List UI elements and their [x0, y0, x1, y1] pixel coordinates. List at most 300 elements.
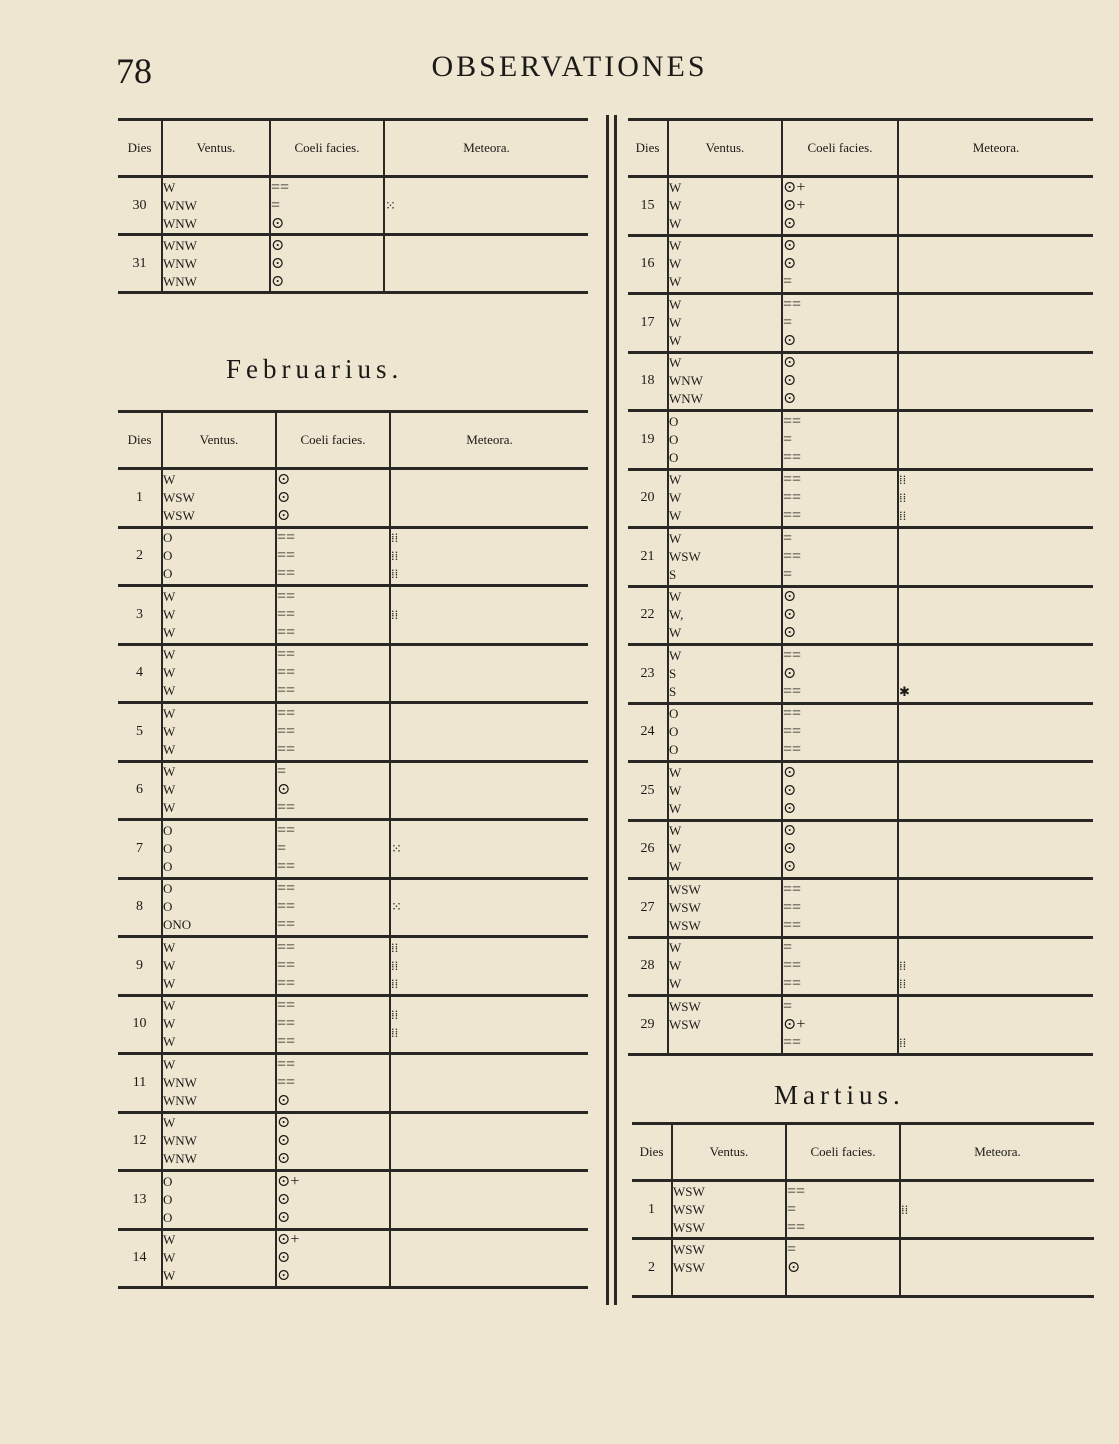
wind-value: W — [163, 665, 176, 681]
wind-value: W — [669, 508, 682, 524]
wind-value: W — [669, 179, 682, 195]
sky-symbol: = — [783, 313, 793, 331]
sky-symbol: = — [787, 1200, 797, 1218]
wind-value: W — [163, 782, 176, 798]
day-cell: 17 — [628, 294, 668, 353]
coeli-cell — [782, 177, 898, 236]
sky-symbol: ⊙ — [277, 1132, 291, 1150]
meteora-symbol: ⁞⁞ — [391, 1007, 399, 1023]
table-row — [628, 879, 1093, 938]
sky-symbol: == — [277, 1015, 296, 1033]
sky-symbol: ⊙+ — [783, 1015, 806, 1033]
meteora-symbol — [899, 1016, 1093, 1034]
table-row — [118, 1054, 588, 1113]
table-row — [118, 1112, 588, 1171]
ventus-cell — [162, 1112, 276, 1171]
ventus-cell — [668, 586, 782, 645]
sky-symbol: = — [783, 565, 793, 583]
day-cell: 2 — [118, 527, 162, 586]
meteora-symbol: ⁞⁞ — [899, 976, 907, 992]
ventus-cell — [668, 645, 782, 704]
coeli-cell — [786, 1239, 900, 1297]
table-row — [628, 235, 1093, 294]
wind-value: O — [669, 706, 679, 722]
header-dies: Dies — [628, 120, 668, 177]
header-ventus: Ventus. — [162, 120, 270, 177]
sky-symbol: = — [277, 763, 287, 781]
meteora-cell — [898, 820, 1093, 879]
wind-value: W — [163, 647, 176, 663]
wind-value: W — [669, 238, 682, 254]
wind-value: W — [163, 939, 176, 955]
header-ventus: Ventus. — [668, 120, 782, 177]
day-cell: 10 — [118, 995, 162, 1054]
table-row — [628, 294, 1093, 353]
ventus-cell — [668, 469, 782, 528]
day-cell: 5 — [118, 703, 162, 762]
ventus-cell — [162, 1229, 276, 1288]
header-meteora: Meteora. — [390, 412, 588, 469]
meteora-cell — [898, 996, 1093, 1055]
meteora-symbol — [899, 998, 1093, 1016]
header-dies: Dies — [118, 120, 162, 177]
sky-symbol: == — [783, 723, 802, 741]
wind-value: W — [669, 841, 682, 857]
meteora-symbol: ⁞⁞ — [899, 472, 907, 488]
table-row — [118, 761, 588, 820]
coeli-cell — [276, 703, 390, 762]
wind-value: WSW — [669, 881, 701, 897]
wind-value: O — [669, 413, 679, 429]
table-februarius-right — [628, 118, 1093, 1056]
wind-value: O — [163, 858, 173, 874]
table-martius — [632, 1122, 1094, 1298]
wind-value: O — [163, 1173, 173, 1189]
sky-symbol: == — [277, 956, 296, 974]
meteora-cell — [898, 352, 1093, 411]
meteora-symbol: ⁙ — [385, 197, 396, 213]
sky-symbol: ⊙ — [783, 781, 797, 799]
table-row — [118, 703, 588, 762]
sky-symbol: ⊙ — [277, 1091, 291, 1109]
wind-value: WSW — [673, 1183, 705, 1199]
wind-value: W — [163, 1034, 176, 1050]
header-dies: Dies — [632, 1124, 672, 1181]
wind-value: W — [163, 723, 176, 739]
ventus-cell — [162, 703, 276, 762]
sky-symbol: ⊙+ — [783, 178, 806, 196]
sky-symbol: = — [783, 939, 793, 957]
wind-value: WNW — [163, 1074, 197, 1090]
ventus-cell — [162, 644, 276, 703]
wind-value: W — [163, 624, 176, 640]
day-cell: 1 — [118, 469, 162, 528]
coeli-cell — [276, 644, 390, 703]
sky-symbol: ⊙ — [783, 390, 797, 408]
meteora-cell — [898, 703, 1093, 762]
meteora-symbol — [899, 939, 1093, 957]
wind-value: W — [163, 1268, 176, 1284]
ventus-cell — [668, 528, 782, 587]
table-row — [118, 177, 588, 235]
wind-value: ONO — [163, 917, 192, 933]
sky-symbol: ⊙ — [277, 1190, 291, 1208]
ventus-cell — [162, 761, 276, 820]
wind-value: O — [163, 840, 173, 856]
table-row — [118, 878, 588, 937]
day-cell: 6 — [118, 761, 162, 820]
wind-value: O — [163, 1209, 173, 1225]
day-cell: 14 — [118, 1229, 162, 1288]
sky-symbol: == — [783, 1033, 802, 1051]
meteora-symbol: ⁞⁞ — [391, 530, 399, 546]
meteora-cell — [898, 586, 1093, 645]
coeli-cell — [276, 761, 390, 820]
sky-symbol: == — [277, 799, 296, 817]
table-row — [118, 469, 588, 528]
coeli-cell — [782, 703, 898, 762]
sky-symbol: ⊙+ — [277, 1172, 300, 1190]
coeli-cell — [782, 996, 898, 1055]
meteora-cell — [390, 761, 588, 820]
wind-value: W — [163, 683, 176, 699]
coeli-cell — [270, 235, 384, 293]
sky-symbol: ⊙ — [277, 1114, 291, 1132]
sky-symbol: ⊙+ — [277, 1231, 300, 1249]
sky-symbol — [787, 1277, 899, 1295]
sky-symbol: == — [783, 412, 802, 430]
wind-value: O — [163, 822, 173, 838]
meteora-cell — [390, 1112, 588, 1171]
header-meteora: Meteora. — [898, 120, 1093, 177]
sky-symbol: ⊙ — [271, 214, 285, 232]
sky-symbol: = — [783, 430, 793, 448]
sky-symbol: == — [277, 646, 296, 664]
day-cell: 31 — [118, 235, 162, 293]
wind-value: WSW — [163, 489, 195, 505]
day-cell: 21 — [628, 528, 668, 587]
wind-value: W — [163, 800, 176, 816]
wind-value: W — [669, 490, 682, 506]
sky-symbol: == — [783, 898, 802, 916]
wind-value: O — [669, 449, 679, 465]
wind-value: W — [163, 179, 176, 195]
meteora-cell — [390, 1229, 588, 1288]
wind-value: W — [163, 998, 176, 1014]
meteora-cell — [898, 645, 1093, 704]
day-cell: 8 — [118, 878, 162, 937]
wind-value: W — [669, 256, 682, 272]
sky-symbol: ⊙ — [783, 799, 797, 817]
sky-symbol: ⊙ — [277, 488, 291, 506]
sky-symbol: == — [783, 489, 802, 507]
wind-value: S — [669, 683, 677, 699]
sky-symbol: == — [277, 997, 296, 1015]
coeli-cell — [276, 937, 390, 996]
coeli-cell — [782, 469, 898, 528]
wind-value: W — [669, 530, 682, 546]
coeli-cell — [782, 352, 898, 411]
table-row — [628, 645, 1093, 704]
wind-value: W, — [669, 607, 684, 623]
wind-value: W — [163, 588, 176, 604]
sky-symbol: == — [783, 471, 802, 489]
meteora-symbol: ⁞⁞ — [899, 490, 907, 506]
wind-value: W — [163, 975, 176, 991]
ventus-cell — [162, 469, 276, 528]
coeli-cell — [276, 527, 390, 586]
coeli-cell — [276, 1171, 390, 1230]
sky-symbol: ⊙ — [783, 331, 797, 349]
day-cell: 9 — [118, 937, 162, 996]
sky-symbol: == — [783, 547, 802, 565]
wind-value — [669, 1034, 781, 1052]
sky-symbol: == — [783, 741, 802, 759]
sky-symbol: == — [277, 916, 296, 934]
table-februarius-left — [118, 410, 588, 1289]
ventus-cell — [162, 995, 276, 1054]
sky-symbol: ⊙ — [783, 372, 797, 390]
sky-symbol: = — [271, 196, 281, 214]
sky-symbol: == — [787, 1218, 806, 1236]
sky-symbol: ⊙ — [783, 214, 797, 232]
wind-value: S — [669, 566, 677, 582]
wind-value: O — [163, 881, 173, 897]
table-row — [628, 177, 1093, 236]
wind-value: WNW — [163, 215, 197, 231]
wind-value: W — [669, 940, 682, 956]
sky-symbol: == — [277, 974, 296, 992]
wind-value: W — [669, 589, 682, 605]
wind-value: W — [669, 472, 682, 488]
coeli-cell — [782, 820, 898, 879]
sky-symbol: == — [787, 1182, 806, 1200]
day-cell: 22 — [628, 586, 668, 645]
wind-value: W — [669, 976, 682, 992]
wind-value: WSW — [673, 1241, 705, 1257]
sky-symbol: == — [277, 740, 296, 758]
wind-value: WNW — [669, 391, 703, 407]
day-cell: 2 — [632, 1239, 672, 1297]
meteora-symbol: ⁞⁞ — [391, 606, 399, 622]
day-cell: 18 — [628, 352, 668, 411]
header-meteora: Meteora. — [900, 1124, 1094, 1181]
sky-symbol: ⊙ — [783, 624, 797, 642]
header-dies: Dies — [118, 412, 162, 469]
table-row — [118, 1229, 588, 1288]
meteora-cell — [898, 528, 1093, 587]
wind-value: W — [163, 471, 176, 487]
wind-value: O — [669, 724, 679, 740]
sky-symbol: ⊙ — [783, 664, 797, 682]
sky-symbol: ⊙ — [783, 606, 797, 624]
wind-value: WNW — [163, 1092, 197, 1108]
meteora-symbol: ⁙ — [391, 840, 402, 856]
sky-symbol: = — [277, 839, 287, 857]
sky-symbol: ⊙ — [271, 254, 285, 272]
sky-symbol: == — [783, 682, 802, 700]
wind-value: O — [163, 1191, 173, 1207]
sky-symbol: ⊙ — [783, 237, 797, 255]
sky-symbol: == — [277, 722, 296, 740]
coeli-cell — [786, 1181, 900, 1239]
day-cell: 19 — [628, 411, 668, 470]
meteora-symbol: ⁞⁞ — [391, 957, 399, 973]
day-cell: 13 — [118, 1171, 162, 1230]
meteora-cell — [390, 820, 588, 879]
ventus-cell — [672, 1181, 786, 1239]
wind-value: O — [163, 548, 173, 564]
table-row — [628, 352, 1093, 411]
meteora-cell — [390, 995, 588, 1054]
sky-symbol: == — [277, 857, 296, 875]
table-row — [628, 469, 1093, 528]
wind-value: W — [669, 800, 682, 816]
sky-symbol: == — [783, 507, 802, 525]
table-row — [118, 527, 588, 586]
day-cell: 24 — [628, 703, 668, 762]
wind-value: WSW — [669, 917, 701, 933]
wind-value: O — [163, 899, 173, 915]
meteora-cell — [390, 527, 588, 586]
wind-value: WSW — [673, 1201, 705, 1217]
wind-value: W — [669, 197, 682, 213]
day-cell: 16 — [628, 235, 668, 294]
sky-symbol: ⊙ — [277, 1208, 291, 1226]
day-cell: 27 — [628, 879, 668, 938]
wind-value: W — [669, 215, 682, 231]
sky-symbol: ⊙ — [783, 822, 797, 840]
wind-value — [673, 1277, 785, 1295]
table-row — [628, 411, 1093, 470]
ventus-cell — [668, 294, 782, 353]
sky-symbol: == — [277, 938, 296, 956]
wind-value: O — [163, 530, 173, 546]
ventus-cell — [668, 879, 782, 938]
wind-value: WSW — [163, 507, 195, 523]
sky-symbol: == — [783, 646, 802, 664]
day-cell: 29 — [628, 996, 668, 1055]
ventus-cell — [668, 352, 782, 411]
coeli-cell — [276, 878, 390, 937]
coeli-cell — [782, 294, 898, 353]
sky-symbol: == — [277, 682, 296, 700]
meteora-cell — [898, 411, 1093, 470]
meteora-cell — [900, 1181, 1094, 1239]
coeli-cell — [782, 879, 898, 938]
sky-symbol: == — [277, 1055, 296, 1073]
sky-symbol: == — [277, 664, 296, 682]
wind-value: W — [163, 705, 176, 721]
wind-value: O — [669, 431, 679, 447]
wind-value: WSW — [669, 1016, 701, 1032]
wind-value: WSW — [669, 548, 701, 564]
ventus-cell — [162, 820, 276, 879]
meteora-symbol: ⁞⁞ — [901, 1201, 909, 1217]
meteora-cell — [898, 762, 1093, 821]
wind-value: W — [669, 782, 682, 798]
meteora-cell — [384, 235, 588, 293]
day-cell: 26 — [628, 820, 668, 879]
table-row — [628, 762, 1093, 821]
wind-value: WNW — [163, 1133, 197, 1149]
meteora-symbol: ⁞⁞ — [899, 1034, 907, 1050]
ventus-cell — [668, 703, 782, 762]
sky-symbol: ⊙ — [277, 781, 291, 799]
coeli-cell — [276, 469, 390, 528]
meteora-cell — [898, 937, 1093, 996]
meteora-symbol: ⁞⁞ — [899, 958, 907, 974]
sky-symbol: == — [277, 529, 296, 547]
wind-value: WNW — [163, 1151, 197, 1167]
meteora-cell — [390, 878, 588, 937]
wind-value: WSW — [673, 1219, 705, 1235]
meteora-symbol: ⁞⁞ — [899, 508, 907, 524]
day-cell: 12 — [118, 1112, 162, 1171]
meteora-symbol — [899, 665, 1093, 683]
sky-symbol: ⊙ — [277, 506, 291, 524]
wind-value: WNW — [163, 273, 197, 289]
sky-symbol: == — [277, 1033, 296, 1051]
wind-value: O — [669, 742, 679, 758]
sky-symbol: = — [787, 1240, 797, 1258]
day-cell: 15 — [628, 177, 668, 236]
day-cell: 4 — [118, 644, 162, 703]
day-cell: 11 — [118, 1054, 162, 1113]
wind-value: W — [163, 741, 176, 757]
table-row — [632, 1239, 1094, 1297]
table-row — [628, 586, 1093, 645]
ventus-cell — [162, 586, 276, 645]
wind-value: W — [163, 606, 176, 622]
wind-value: W — [669, 296, 682, 312]
sky-symbol: ⊙ — [277, 1267, 291, 1285]
meteora-cell — [898, 294, 1093, 353]
coeli-cell — [782, 762, 898, 821]
coeli-cell — [270, 177, 384, 235]
sky-symbol: == — [783, 957, 802, 975]
column-divider — [606, 115, 609, 1305]
meteora-cell — [390, 1054, 588, 1113]
sky-symbol: ⊙ — [277, 1150, 291, 1168]
meteora-cell — [900, 1239, 1094, 1297]
wind-value: W — [669, 958, 682, 974]
sky-symbol: == — [783, 916, 802, 934]
running-head: OBSERVATIONES — [431, 50, 708, 83]
meteora-symbol: ⁞⁞ — [391, 566, 399, 582]
day-cell: 30 — [118, 177, 162, 235]
meteora-symbol: ⁞⁞ — [391, 1025, 399, 1041]
ventus-cell — [668, 820, 782, 879]
ventus-cell — [668, 235, 782, 294]
meteora-cell — [390, 1171, 588, 1230]
coeli-cell — [276, 586, 390, 645]
wind-value: W — [163, 957, 176, 973]
sky-symbol: ⊙ — [783, 840, 797, 858]
ventus-cell — [668, 762, 782, 821]
ventus-cell — [162, 527, 276, 586]
table-row — [628, 937, 1093, 996]
meteora-symbol: ✱ — [899, 683, 910, 699]
sky-symbol: == — [277, 587, 296, 605]
coeli-cell — [276, 1229, 390, 1288]
sky-symbol: ⊙ — [783, 588, 797, 606]
table-row — [118, 644, 588, 703]
table-row — [628, 703, 1093, 762]
table-row — [628, 528, 1093, 587]
meteora-symbol: ⁞⁞ — [391, 975, 399, 991]
sky-symbol: = — [783, 529, 793, 547]
